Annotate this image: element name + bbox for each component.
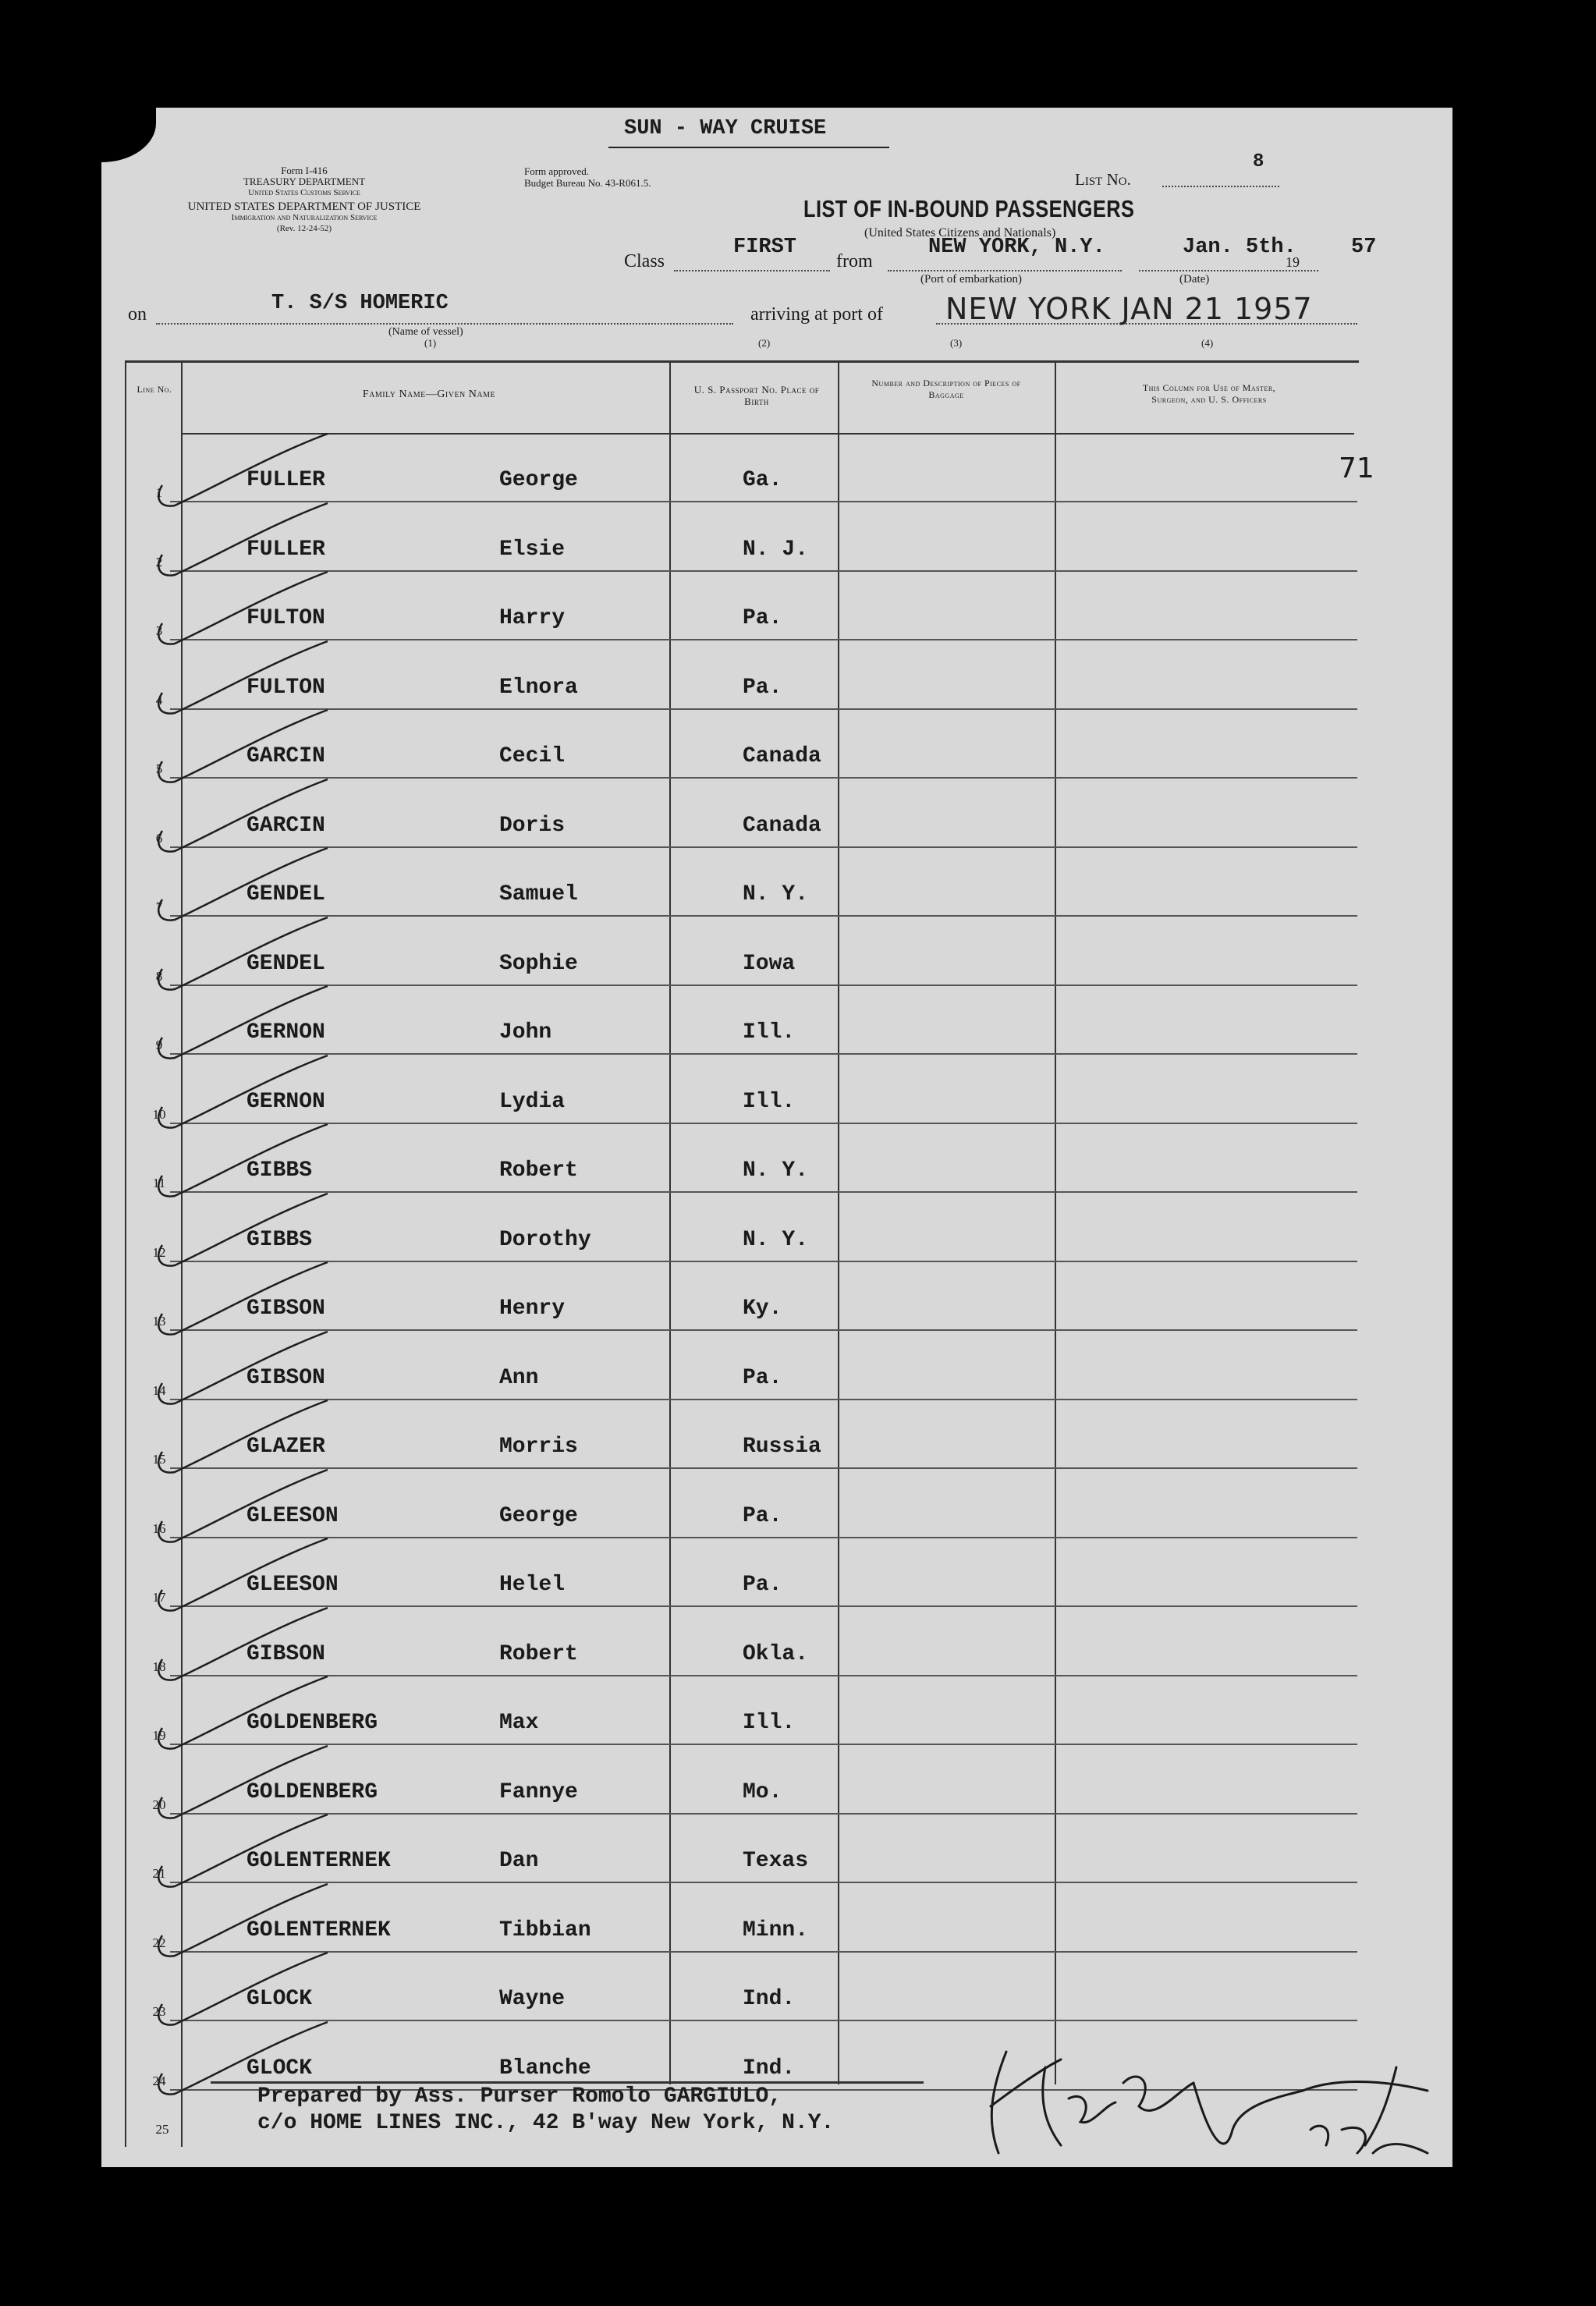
family-name: GARCIN [246,813,325,838]
line-number: 24 [152,2073,166,2088]
table-left-border [125,360,126,2147]
year-value: 57 [1351,236,1377,259]
from-dotline [888,270,1122,271]
line-number-25: 25 [155,2122,169,2137]
arrival-stamp: NEW YORK JAN 21 1957 [945,292,1313,326]
baggage-col-border [1055,360,1056,2084]
justice-dept: UNITED STATES DEPARTMENT OF JUSTICE [187,200,421,213]
date-dotline [1139,270,1318,271]
page-count-annotation: 71 [1339,452,1374,484]
place-of-birth: Pa. [743,1573,782,1597]
family-name: FULLER [246,537,325,562]
date-label: (Date) [1179,273,1210,286]
list-no-dotline [1162,186,1279,187]
line-number: 19 [152,1728,166,1743]
given-name: Blanche [499,2056,591,2081]
given-name: Sophie [499,951,578,976]
line-number: 23 [152,2004,166,2019]
place-of-birth: Ill. [743,1020,796,1045]
header-line-no: Line No. [137,384,172,395]
header-name: Family Name—Given Name [362,388,496,400]
customs-service: United States Customs Service [248,188,360,197]
place-of-birth: Pa. [743,1365,782,1390]
line-number: 17 [152,1590,166,1605]
list-no-label: List No. [1075,170,1131,189]
name-col-border [669,360,671,2084]
place-of-birth: Iowa [743,951,796,976]
place-of-birth: Ind. [743,2056,796,2081]
line-number: 4 [155,692,163,708]
line-number: 21 [152,1866,166,1881]
given-name: Lydia [499,1089,566,1114]
given-name: George [499,1503,578,1528]
given-name: Helel [499,1573,566,1597]
family-name: GLAZER [246,1435,325,1459]
given-name: Harry [499,606,566,630]
given-name: Samuel [499,882,578,906]
list-subtitle: (United States Citizens and Nationals) [864,226,1056,239]
table-top-border [125,360,1359,363]
year-prefix: 19 [1286,254,1300,270]
family-name: GENDEL [246,882,325,906]
class-value: FIRST [733,236,797,259]
family-name: GERNON [246,1089,325,1114]
given-name: Max [499,1711,539,1735]
line-number: 7 [155,899,163,914]
family-name: GLEESON [246,1573,339,1597]
place-of-birth: Mo. [743,1779,782,1804]
given-name: Wayne [499,1987,566,2011]
given-name: Dan [499,1849,539,1873]
family-name: GENDEL [246,951,325,976]
place-of-birth: Russia [743,1435,821,1459]
col-num-2: (2) [758,337,771,349]
list-title: LIST OF IN-BOUND PASSENGERS [803,195,1135,222]
line-number: 1 [155,485,163,500]
approval-line2: Budget Bureau No. 43-R061.5. [524,177,651,189]
place-of-birth: Canada [743,744,821,768]
prepared-by-line2: c/o HOME LINES INC., 42 B'way New York, N.Y. [257,2111,835,2135]
header-officers: This Column for Use of Master, Surgeon, and U. S. Officers [1142,382,1276,405]
family-name: GIBSON [246,1641,325,1666]
family-name: GLOCK [246,2056,313,2081]
given-name: Henry [499,1297,566,1321]
line-number: 9 [155,1038,163,1052]
family-name: FULLER [246,468,325,492]
given-name: John [499,1020,552,1045]
place-of-birth: N. J. [743,537,809,562]
given-name: George [499,468,578,492]
given-name: Tibbian [499,1918,591,1942]
line-number: 18 [152,1659,166,1674]
header-bottom-border [181,433,1354,435]
place-of-birth: Ind. [743,1987,796,2011]
family-name: GARCIN [246,744,325,768]
line-number: 8 [155,968,163,984]
given-name: Robert [499,1641,578,1666]
inspector-signature [975,2036,1459,2169]
given-name: Fannye [499,1779,578,1804]
port-embark-label: (Port of embarkation) [920,273,1022,286]
header-baggage: Number and Description of Pieces of Baggage [871,378,1021,400]
line-number: 15 [152,1452,166,1467]
line-number: 10 [152,1106,166,1122]
given-name: Doris [499,813,566,838]
line-number: 6 [155,830,163,846]
given-name: Cecil [499,744,566,768]
line-number: 16 [152,1520,166,1536]
list-no-value: 8 [1253,151,1264,172]
prepared-rule [211,2081,924,2084]
place-of-birth: Ill. [743,1711,796,1735]
given-name: Elnora [499,675,578,700]
banner-underline [608,147,889,148]
approval-line1: Form approved. [524,165,590,177]
family-name: GOLENTERNEK [246,1918,391,1942]
line-number: 20 [152,1797,166,1812]
place-of-birth: Pa. [743,1503,782,1528]
immigration-service: Immigration and Naturalization Service [231,213,378,222]
col-num-4: (4) [1201,337,1214,349]
given-name: Ann [499,1365,539,1390]
family-name: GIBBS [246,1158,313,1183]
place-of-birth: Canada [743,813,821,838]
given-name: Dorothy [499,1227,591,1252]
line-number: 2 [155,554,163,569]
line-number: 12 [152,1244,166,1260]
place-of-birth: Okla. [743,1641,809,1666]
place-of-birth: N. Y. [743,882,809,906]
on-label: on [128,304,147,325]
place-of-birth: N. Y. [743,1158,809,1183]
family-name: GOLDENBERG [246,1779,378,1804]
vessel-dotline [156,323,733,325]
place-of-birth: N. Y. [743,1227,809,1252]
passport-col-border [838,360,839,2084]
family-name: GERNON [246,1020,325,1045]
family-name: GIBSON [246,1297,325,1321]
place-of-birth: Ky. [743,1297,782,1321]
place-of-birth: Pa. [743,606,782,630]
given-name: Robert [499,1158,578,1183]
arriving-label: arriving at port of [750,304,883,325]
banner-title: SUN - WAY CRUISE [624,117,827,140]
class-label: Class [624,251,665,271]
place-of-birth: Texas [743,1849,809,1873]
vessel-label: (Name of vessel) [388,326,463,338]
vessel-name: T. S/S HOMERIC [271,292,449,315]
form-revision: (Rev. 12-24-52) [276,224,332,233]
place-of-birth: Pa. [743,675,782,700]
approval-block [524,165,651,189]
from-value: NEW YORK, N.Y. [928,236,1105,259]
family-name: FULTON [246,606,325,630]
family-name: GIBSON [246,1365,325,1390]
line-number: 14 [152,1382,166,1398]
line-number: 11 [152,1176,166,1190]
family-name: GOLENTERNEK [246,1849,391,1873]
line-number: 3 [155,623,163,638]
family-name: GLOCK [246,1987,313,2011]
family-name: GIBBS [246,1227,313,1252]
col-num-3: (3) [950,337,963,349]
place-of-birth: Ga. [743,468,782,492]
line-number: 5 [155,761,163,776]
family-name: GOLDENBERG [246,1711,378,1735]
family-name: FULTON [246,675,325,700]
family-name: GLEESON [246,1503,339,1528]
given-name: Morris [499,1435,578,1459]
line-number: 22 [152,1935,166,1950]
form-number: Form I-416 [281,165,328,176]
date-value: Jan. 5th. [1183,236,1296,259]
form-block [117,165,491,234]
treasury-dept: TREASURY DEPARTMENT [243,176,366,187]
from-label: from [836,251,873,271]
header-passport: U. S. Passport No. Place of Birth [693,384,820,407]
place-of-birth: Minn. [743,1918,809,1942]
given-name: Elsie [499,537,566,562]
class-dotline [674,270,830,271]
line-number: 13 [152,1314,166,1329]
prepared-by-line1: Prepared by Ass. Purser Romolo GARGIULO, [257,2084,782,2109]
place-of-birth: Ill. [743,1089,796,1114]
col-num-1: (1) [424,337,437,349]
